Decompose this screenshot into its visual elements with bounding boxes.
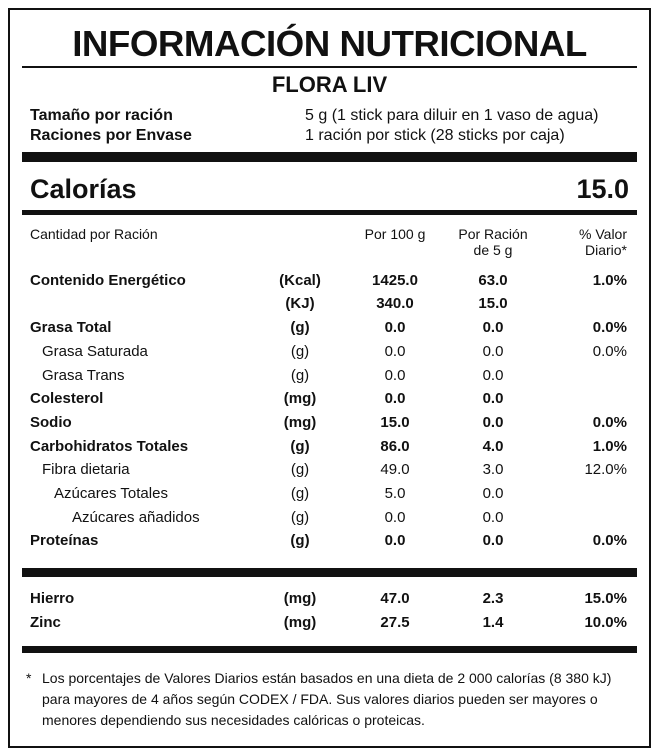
- per-serving-header-line2: de 5 g: [473, 242, 513, 258]
- nutrient-per-serving: 63.0: [478, 272, 508, 289]
- nutrient-per-serving: 3.0: [482, 461, 504, 478]
- daily-value-header-line1: % Valor: [579, 226, 627, 242]
- nutrient-per-100g: 0.0: [384, 343, 406, 360]
- nutrient-name: Azúcares añadidos: [72, 509, 200, 526]
- mineral-per-100g: 27.5: [380, 614, 410, 631]
- nutrient-daily-value: 0.0%: [592, 414, 627, 431]
- nutrient-name: Fibra dietaria: [42, 461, 130, 478]
- mineral-row-iron: [10, 588, 649, 610]
- nutrient-row-total-carbs: [10, 436, 649, 458]
- nutrient-unit: (g): [290, 509, 310, 526]
- nutrient-per-100g: 0.0: [384, 367, 406, 384]
- nutrient-unit: (mg): [283, 414, 317, 431]
- nutrient-per-100g: 0.0: [384, 532, 406, 549]
- thick-divider-top: [22, 152, 637, 162]
- title-divider: [22, 66, 637, 68]
- nutrient-row-fiber: [10, 459, 649, 481]
- mineral-per-100g: 47.0: [380, 590, 410, 607]
- nutrient-per-100g: 340.0: [376, 295, 414, 312]
- nutrient-name: Azúcares Totales: [54, 485, 168, 502]
- label-title: INFORMACIÓN NUTRICIONAL: [72, 23, 587, 64]
- nutrient-per-serving: 0.0: [482, 414, 504, 431]
- nutrient-row-cholesterol: [10, 388, 649, 410]
- nutrient-per-serving: 0.0: [482, 319, 504, 336]
- nutrient-per-100g: 49.0: [380, 461, 410, 478]
- nutrient-daily-value: 0.0%: [592, 319, 627, 336]
- nutrient-per-100g: 0.0: [384, 319, 406, 336]
- serving-size-label: Tamaño por ración: [30, 107, 173, 124]
- nutrient-name: Grasa Total: [30, 319, 112, 336]
- nutrient-daily-value: 1.0%: [592, 438, 627, 455]
- nutrient-per-serving: 0.0: [482, 485, 504, 502]
- nutrient-name: Grasa Saturada: [42, 343, 148, 360]
- nutrient-row-energy-kj: [10, 293, 649, 315]
- servings-per-container-label: Raciones por Envase: [30, 127, 192, 144]
- mineral-per-serving: 1.4: [482, 614, 504, 631]
- nutrient-name: Proteínas: [30, 532, 99, 549]
- nutrient-daily-value: 0.0%: [592, 532, 627, 549]
- nutrient-per-100g: 86.0: [380, 438, 410, 455]
- nutrient-name: Carbohidratos Totales: [30, 438, 189, 455]
- nutrient-row-energy: [10, 270, 649, 292]
- nutrient-unit: (g): [290, 485, 310, 502]
- mineral-name: Zinc: [30, 614, 61, 631]
- daily-value-header-line2: Diario*: [584, 242, 627, 258]
- nutrient-unit: (g): [290, 438, 310, 455]
- per-100g-header: Por 100 g: [364, 226, 426, 242]
- nutrient-daily-value: 12.0%: [584, 461, 627, 478]
- nutrient-unit: (g): [290, 343, 310, 360]
- nutrient-per-serving: 0.0: [482, 367, 504, 384]
- mineral-unit: (mg): [283, 590, 317, 607]
- nutrient-per-100g: 0.0: [384, 390, 406, 407]
- nutrient-unit: (g): [290, 319, 310, 336]
- nutrient-per-serving: 4.0: [482, 438, 504, 455]
- thick-divider-bottom: [22, 646, 637, 653]
- per-serving-header-line1: Por Ración: [458, 226, 528, 242]
- nutrient-name: Sodio: [30, 414, 72, 431]
- nutrient-row-total-fat: [10, 317, 649, 339]
- mineral-row-zinc: [10, 612, 649, 634]
- nutrient-row-trans-fat: [10, 365, 649, 387]
- amount-per-serving-header: Cantidad por Ración: [30, 226, 158, 242]
- nutrient-unit: (g): [290, 367, 310, 384]
- calories-divider: [22, 210, 637, 215]
- nutrition-facts-panel: [8, 8, 651, 748]
- servings-per-container-value: 1 ración por stick (28 sticks por caja): [305, 127, 565, 144]
- nutrient-row-saturated-fat: [10, 341, 649, 363]
- nutrient-per-100g: 0.0: [384, 509, 406, 526]
- mineral-unit: (mg): [283, 614, 317, 631]
- nutrient-per-100g: 15.0: [380, 414, 410, 431]
- mineral-daily-value: 15.0%: [584, 590, 627, 607]
- nutrient-per-serving: 0.0: [482, 343, 504, 360]
- nutrient-row-sodium: [10, 412, 649, 434]
- mineral-daily-value: 10.0%: [584, 614, 627, 631]
- thick-divider-minerals: [22, 568, 637, 577]
- nutrient-per-serving: 0.0: [482, 509, 504, 526]
- nutrient-unit: (g): [290, 532, 310, 549]
- footnote-asterisk: *: [26, 670, 32, 686]
- nutrient-name: Contenido Energético: [30, 272, 186, 289]
- footnote: [26, 668, 631, 731]
- nutrient-per-serving: 0.0: [482, 390, 504, 407]
- product-name: FLORA LIV: [271, 72, 388, 97]
- nutrient-name: Colesterol: [30, 390, 104, 407]
- calories-label: Calorías: [30, 174, 137, 204]
- mineral-name: Hierro: [30, 590, 75, 607]
- nutrient-row-total-sugars: [10, 483, 649, 505]
- nutrient-name: Grasa Trans: [42, 367, 125, 384]
- nutrient-unit: (mg): [283, 390, 317, 407]
- nutrient-daily-value: 0.0%: [592, 343, 627, 360]
- nutrient-unit: (g): [290, 461, 310, 478]
- serving-size-value: 5 g (1 stick para diluir en 1 vaso de agua): [305, 107, 599, 124]
- nutrient-per-100g: 5.0: [384, 485, 406, 502]
- nutrient-row-added-sugars: [10, 507, 649, 529]
- nutrient-unit: (KJ): [285, 295, 315, 312]
- nutrient-per-100g: 1425.0: [372, 272, 418, 289]
- nutrient-per-serving: 15.0: [478, 295, 508, 312]
- calories-row: [30, 172, 629, 206]
- mineral-per-serving: 2.3: [482, 590, 504, 607]
- footnote-text: Los porcentajes de Valores Diarios están basados en una dieta de 2 000 calorías (8 380 kJ) para mayores de 4 años según CODEX / FDA. Sus valores diarios pueden ser mayores o menores dependiendo sus necesidades calóricas o proteicas.: [42, 670, 612, 728]
- serving-size-row: [30, 106, 629, 126]
- calories-value: 15.0: [576, 174, 629, 204]
- servings-per-container-row: [30, 126, 629, 146]
- nutrient-daily-value: 1.0%: [592, 272, 627, 289]
- nutrient-per-serving: 0.0: [482, 532, 504, 549]
- nutrient-row-protein: [10, 530, 649, 552]
- nutrient-unit: (Kcal): [279, 272, 321, 289]
